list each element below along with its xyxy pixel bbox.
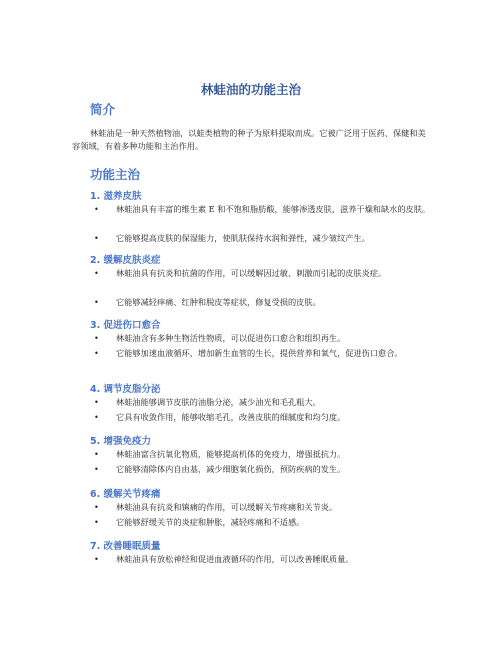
bullet-item	[72, 448, 432, 461]
bullet-icon: •	[94, 204, 99, 214]
bullet-icon: •	[94, 517, 99, 527]
section-heading-3: 3. 促进伤口愈合	[90, 320, 161, 331]
bullet-item	[72, 232, 432, 245]
bullet-item	[72, 203, 432, 216]
bullet-item	[72, 501, 432, 514]
bullet-text: 它能够清除体内自由基，减少细胞氧化损伤，预防疾病的发生。	[116, 464, 346, 474]
bullet-icon: •	[94, 449, 99, 459]
section-heading-7: 7. 改善睡眠质量	[90, 541, 161, 552]
bullet-item	[72, 396, 432, 409]
functions-heading: 功能主治	[90, 167, 141, 182]
bullet-item	[72, 296, 432, 309]
bullet-text: 林蛙油能够调节皮肤的油脂分泌，减少油光和毛孔粗大。	[116, 397, 321, 407]
section-heading-2: 2. 缓解皮肤炎症	[90, 255, 161, 266]
bullet-text: 它能够加速血液循环，增加新生血管的生长，提供营养和氧气，促进伤口愈合。	[116, 348, 403, 358]
bullet-icon: •	[94, 412, 99, 422]
section-heading-5: 5. 增强免疫力	[90, 436, 152, 447]
bullet-item	[72, 516, 432, 529]
bullet-text: 它具有收敛作用，能够收缩毛孔，改善皮肤的细腻度和均匀度。	[116, 412, 346, 422]
bullet-text: 林蛙油含有多种生物活性物质，可以促进伤口愈合和组织再生。	[116, 333, 346, 343]
section-heading-4: 4. 调节皮脂分泌	[90, 384, 161, 395]
section-heading-1: 1. 滋养皮肤	[90, 191, 142, 202]
bullet-text: 它能够提高皮肤的保湿能力，使肌肤保持水润和弹性，减少皱纹产生。	[116, 233, 370, 243]
bullet-item	[72, 411, 432, 424]
bullet-icon: •	[94, 554, 99, 564]
bullet-icon: •	[94, 464, 99, 474]
bullet-text: 林蛙油富含抗氧化物质，能够提高机体的免疫力，增强抵抗力。	[116, 449, 346, 459]
bullet-item	[72, 553, 432, 566]
bullet-icon: •	[94, 502, 99, 512]
bullet-text: 它能够减轻痒痛、红肿和脱皮等症状，修复受损的皮肤。	[116, 297, 321, 307]
bullet-item	[72, 332, 432, 345]
bullet-text: 林蛙油具有抗炎和抗菌的作用，可以缓解因过敏、刺激而引起的皮肤炎症。	[116, 268, 387, 278]
bullet-item	[72, 267, 432, 280]
bullet-text: 它能够舒缓关节的炎症和肿胀，减轻疼痛和不适感。	[116, 517, 305, 527]
document-title: 林蛙油的功能主治	[200, 82, 301, 97]
bullet-text: 林蛙油具有抗炎和镇痛的作用，可以缓解关节疼痛和关节炎。	[116, 502, 338, 512]
bullet-icon: •	[94, 397, 99, 407]
bullet-icon: •	[94, 297, 99, 307]
bullet-icon: •	[94, 333, 99, 343]
bullet-icon: •	[94, 348, 99, 358]
bullet-text: 林蛙油具有放松神经和促进血液循环的作用，可以改善睡眠质量。	[116, 554, 354, 564]
bullet-item	[72, 347, 432, 360]
bullet-icon: •	[94, 268, 99, 278]
intro-heading: 简介	[90, 102, 116, 117]
bullet-text: 林蛙油具有丰富的维生素 E 和不饱和脂肪酸，能够渗透皮肤，滋养干燥和缺水的皮肤。	[116, 204, 431, 214]
intro-paragraph: 林蛙油是一种天然植物油，以蛙类植物的种子为原料提取而成。它被广泛用于医药、保健和美容领域，有着多种功能和主治作用。	[72, 128, 426, 151]
section-heading-6: 6. 缓解关节疼痛	[90, 489, 161, 500]
bullet-icon: •	[94, 233, 99, 243]
bullet-item	[72, 463, 432, 476]
